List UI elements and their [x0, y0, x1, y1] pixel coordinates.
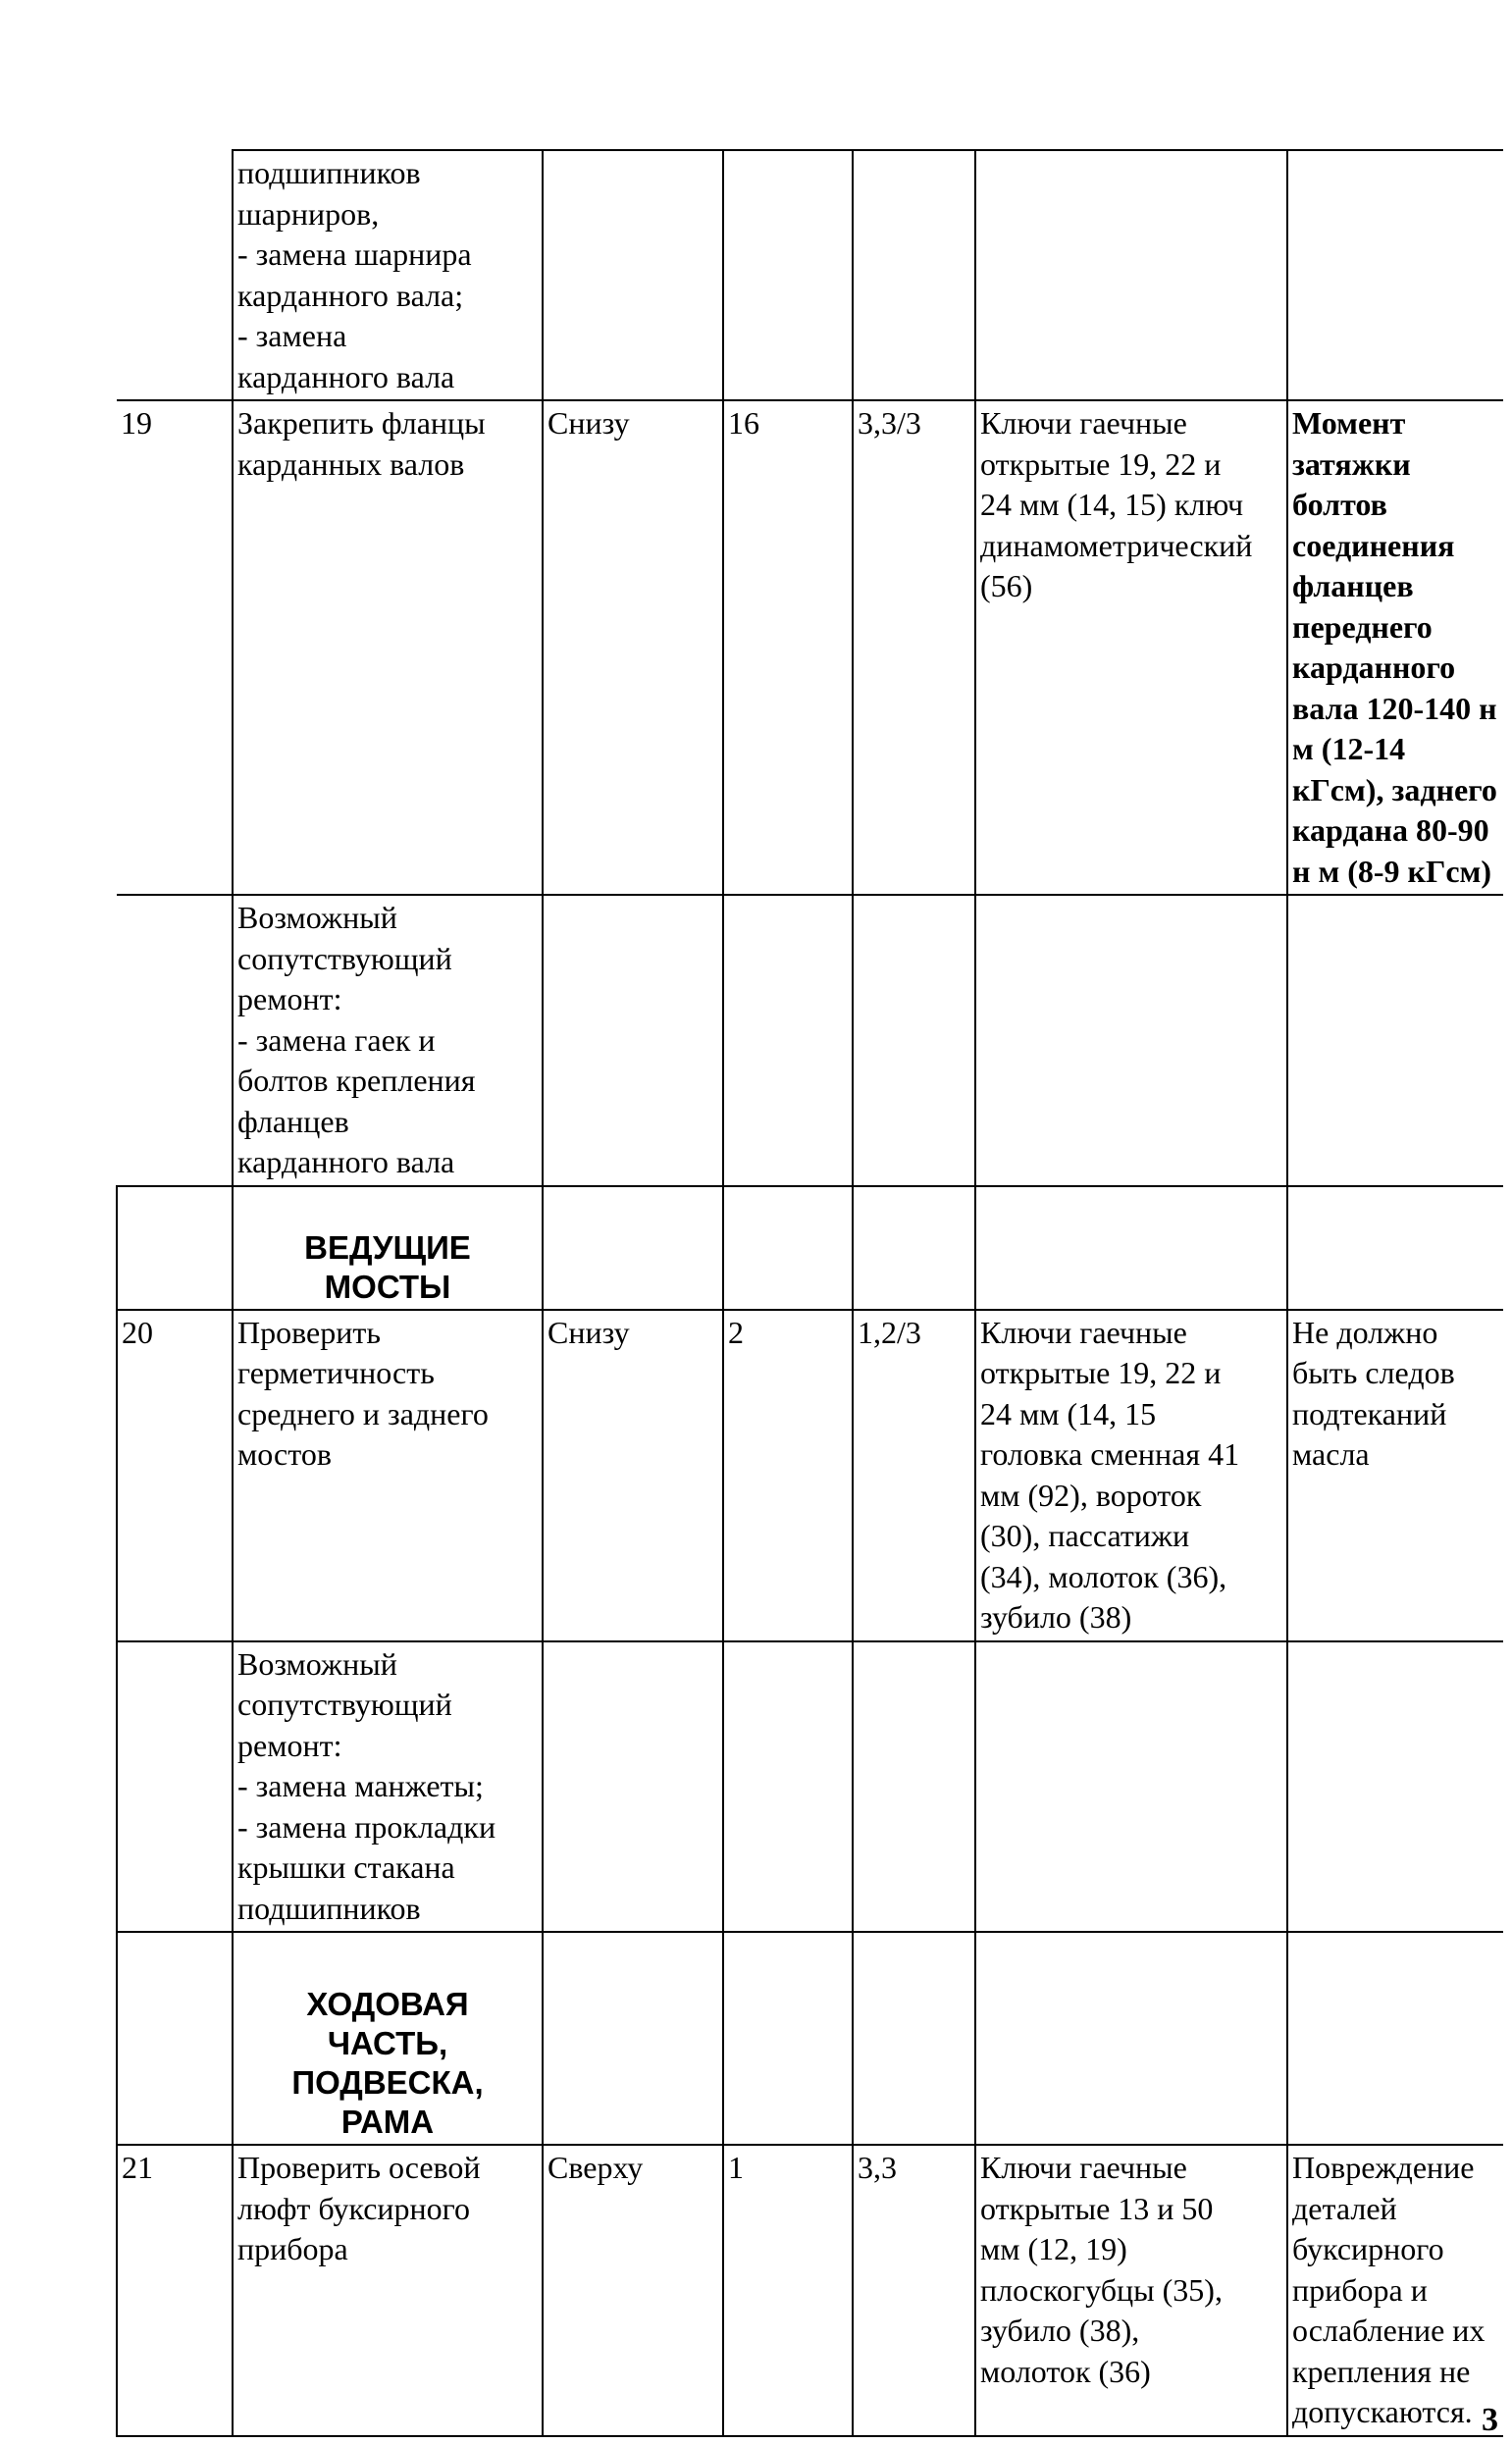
category-cell: [853, 1641, 975, 1933]
tools-cell: [975, 150, 1287, 400]
tools-cell: Ключи гаечные открытые 19, 22 и 24 мм (14, 15 головка сменная 41 мм (92), вороток (30), пассатижи (34), молоток (36), зубило (38): [975, 1310, 1287, 1641]
num-cell: 19: [117, 400, 233, 895]
place-cell: Снизу: [543, 400, 723, 895]
empty-cell: [853, 1932, 975, 2145]
requirements-cell: Повреждение деталей буксирного прибора и ослабление их крепления не допускаются.: [1287, 2145, 1503, 2436]
place-cell: [543, 895, 723, 1186]
empty-cell: [975, 1932, 1287, 2145]
tools-cell: Ключи гаечные открытые 13 и 50 мм (12, 19) плоскогубцы (35), зубило (38), молоток (36): [975, 2145, 1287, 2436]
empty-cell: [1287, 1932, 1503, 2145]
category-cell: [853, 895, 975, 1186]
table-row: [117, 1310, 1503, 1641]
section-heading: ВЕДУЩИЕ МОСТЫ: [233, 1186, 543, 1310]
place-cell: [543, 150, 723, 400]
place-cell: Снизу: [543, 1310, 723, 1641]
requirements-cell: Не должно быть следов подтеканий масла: [1287, 1310, 1503, 1641]
maintenance-table: [116, 149, 1503, 2437]
category-cell: 3,3/3: [853, 400, 975, 895]
category-cell: [853, 150, 975, 400]
table-row: [117, 400, 1503, 895]
operation-cell: Закрепить фланцы карданных валов: [233, 400, 543, 895]
count-cell: [723, 1641, 853, 1933]
category-cell: 3,3: [853, 2145, 975, 2436]
empty-cell: [1287, 1186, 1503, 1310]
operation-cell: [233, 150, 543, 400]
requirements-cell: [1287, 150, 1503, 400]
category-cell: 1,2/3: [853, 1310, 975, 1641]
table-row: [117, 895, 1503, 1186]
table-row: [117, 1641, 1503, 1933]
operation-cell: Проверить герметичность среднего и заднего мостов: [233, 1310, 543, 1641]
count-cell: [723, 895, 853, 1186]
empty-cell: [723, 1932, 853, 2145]
empty-cell: [975, 1186, 1287, 1310]
num-cell: [117, 1932, 233, 2145]
table-row: [117, 2145, 1503, 2436]
table-row: [117, 150, 1503, 400]
count-cell: 2: [723, 1310, 853, 1641]
count-cell: [723, 150, 853, 400]
empty-cell: [723, 1186, 853, 1310]
section-row: [117, 1186, 1503, 1310]
tools-cell: Ключи гаечные открытые 19, 22 и 24 мм (14, 15) ключ динамометрический (56): [975, 400, 1287, 895]
requirements-cell: [1287, 1641, 1503, 1933]
operation-text: подшипников шарниров, - замена шарнира карданного вала; - замена карданного вала: [237, 155, 472, 394]
section-heading: ХОДОВАЯ ЧАСТЬ, ПОДВЕСКА, РАМА: [233, 1932, 543, 2145]
operation-cell: Проверить осевой люфт буксирного прибора: [233, 2145, 543, 2436]
place-cell: Сверху: [543, 2145, 723, 2436]
empty-cell: [543, 1932, 723, 2145]
count-cell: 1: [723, 2145, 853, 2436]
count-cell: 16: [723, 400, 853, 895]
tools-cell: [975, 895, 1287, 1186]
num-cell: 21: [117, 2145, 233, 2436]
requirements-cell: [1287, 895, 1503, 1186]
empty-cell: [853, 1186, 975, 1310]
place-cell: [543, 1641, 723, 1933]
page-number: 3: [1482, 2402, 1498, 2438]
requirements-cell: Момент затяжки болтов соединения фланцев переднего карданного вала 120-140 н м (12-14 кГсм), заднего кардана 80-90 н м (8-9 кГсм): [1287, 400, 1503, 895]
num-cell: 20: [117, 1310, 233, 1641]
tools-cell: [975, 1641, 1287, 1933]
operation-cell: Возможный сопутствующий ремонт: - замена манжеты; - замена прокладки крышки стакана подшипников: [233, 1641, 543, 1933]
num-cell: [117, 895, 233, 1186]
num-cell: [117, 1186, 233, 1310]
operation-cell: Возможный сопутствующий ремонт: - замена гаек и болтов крепления фланцев карданного вала: [233, 895, 543, 1186]
section-row: [117, 1932, 1503, 2145]
empty-cell: [543, 1186, 723, 1310]
num-cell: [117, 1641, 233, 1933]
num-cell: [117, 150, 233, 400]
